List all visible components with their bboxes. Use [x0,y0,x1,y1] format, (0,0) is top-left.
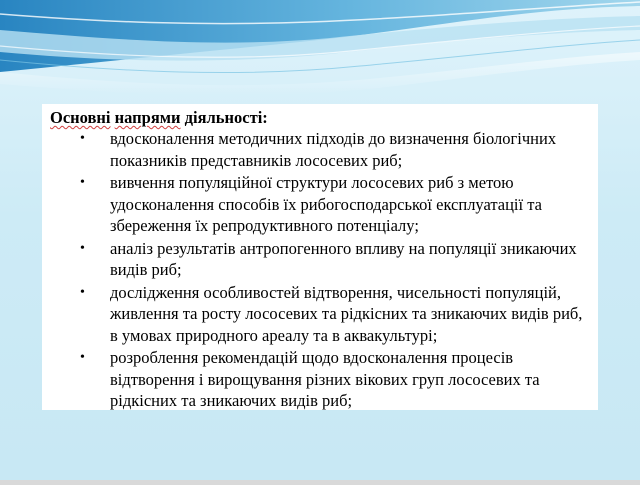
list-item-text: вивчення популяційної структури лососевих риб з метою удосконалення способів їх рибогосподарської експлуатації та збереження їх репродуктивного потенціалу; [110,173,542,235]
list-item-text: розроблення рекомендацій щодо вдосконалення процесів відтворення і вирощування різних вікових груп лососевих та рідкісних та зникаючих видів риб; [110,348,540,410]
list-item [50,128,590,171]
directions-list [50,128,590,412]
bullet-icon: • [80,240,85,256]
bullet-icon: • [80,131,85,146]
heading-word-2: напрями [114,108,181,127]
bullet-icon: • [80,284,85,300]
list-item [50,282,590,347]
list-item-text: аналіз результатів антропогенного впливу на популяції зникаючих видів риб; [110,238,577,279]
bullet-icon: • [80,175,85,190]
list-item [50,347,590,412]
list-item [50,172,590,237]
slide-bottom-edge [0,480,640,485]
heading-word-1: Основні [50,108,111,127]
decorative-wave [0,0,640,110]
heading-rest: діяльності: [180,108,268,127]
list-item [50,238,590,281]
content-box [42,104,598,410]
bullet-icon: • [80,350,85,365]
section-heading [50,108,590,127]
list-item-text: вдосконалення методичних підходів до визначення біологічних показників представників лососевих риб; [110,129,557,170]
list-item-text: дослідження особливостей відтворення, чисельності популяцій, живлення та росту лососевих та рідкісних та зникаючих видів риб, в умовах природного ареалу та в аквакультурі; [110,282,583,345]
